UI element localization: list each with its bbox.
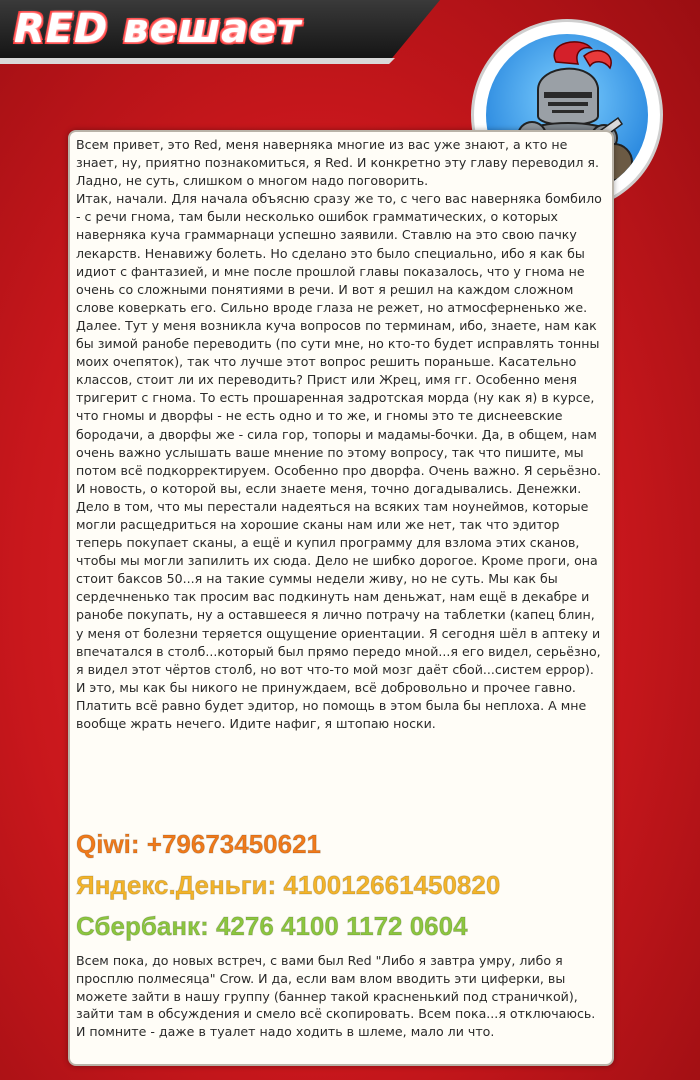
paragraph-intro: Всем привет, это Red, меня наверняка многие из вас уже знают, а кто не знает, ну, приятно познакомиться, я Red. И конкретно эту главу переводил я. Ладно, не суть, слишком о многом надо поговорить. (76, 137, 599, 189)
paragraph-donations: И новость, о которой вы, если знаете меня, точно догадывались. Денежки. Дело в том, что мы перестали надеяться на всяких там ноунеймов, которые могли расщедриться на хорошие сканы нам или же нет, так что эдитор теперь покупает сканы, а ещё и купил программу для взлома этих сканов, чтобы мы могли запилить их сюда. Дело не шибко дорогое. Кроме проги, она стоит баксов 50...я на такие суммы недели живу, но не суть. Мы как бы сердечненько так просим вас подкинуть нам деньжат, нам ещё в декабре и ранобе покупать, ну а оставшееся я лично потрачу на таблетки (капец блин, у меня от болезни теряется ощущение ориентации. Я сегодня шёл в аптеку и впечатался в столб...который был прямо передо мной...я его видел, серьёзно, я видел этот чёртов столб, но вот что-то мой мозг даёт сбой...систем еррор). И это, мы как бы никого не принуждаем, всё добровольно и прочее гавно. Платить всё равно будет эдитор, но помощь в этом была бы неплоха. А мне вообще жрать нечего. Идите нафиг, я штопаю носки. (76, 480, 601, 731)
paragraph-farewell: Всем пока, до новых встреч, с вами был Red "Либо я завтра умру, либо я просплю полмесяца" Crow. И да, если вам влом вводить эти циферки, вы можете зайти в нашу группу (баннер такой красненький под страничкой), зайти там в обсуждения и смело всё скопировать. Всем пока...я отключаюсь. (76, 953, 596, 1022)
payment-yandex-money: Яндекс.Деньги: 410012661450820 (76, 870, 501, 900)
payment-qiwi: Qiwi: +79673450621 (76, 829, 322, 859)
outro-text (76, 952, 604, 1041)
page-title: RED вешает (14, 6, 302, 52)
paragraph-helmet-joke: И помните - даже в туалет надо ходить в шлеме, мало ли что. (76, 1024, 495, 1040)
main-text (76, 136, 604, 733)
paragraph-terminology: Далее. Тут у меня возникла куча вопросов по терминам, ибо, знаете, нам как бы зимой ранобе переводить (по сути мне, но кто-то будет исправлять тонны моих очепяток), так что лучше этот вопрос решить пораньше. Касательно классов, стоит ли их переводить? Прист или Жрец, имя гг. Особенно меня тригерит с гнома. То есть прошаренная задротская морда (ну как я) в курсе, что гномы и дворфы - не есть одно и то же, и гномы это те диснеевские бородачи, а дворфы же - сила гор, топоры и мадамы-бочки. Да, в общем, нам очень важно услышать ваше мнение по этому вопросу, так что пишите, мы потом всё подкорректируем. Особенно про дворфа. Очень важно. Я серьёзно. (76, 317, 602, 478)
paragraph-gnome-speech: Итак, начали. Для начала объясню сразу же то, с чего вас наверняка бомбило - с речи гнома, там были несколько ошибок грамматических, о которых наверняка куча граммарнаци успешно заявили. Ставлю на это свою пачку лекарств. Ненавижу болеть. Но сделано это было специально, ибо я как бы идиот с фантазией, и мне после прошлой главы показалось, что у гнома не очень со сложными понятиями в речи. И вот я решил на каждом сложном слове коверкать его. Сильно вроде глаза не режет, но атмосферненько же. (76, 191, 602, 315)
payment-sberbank: Сбербанк: 4276 4100 1172 0604 (76, 911, 468, 941)
header-banner-stripe (0, 58, 395, 64)
